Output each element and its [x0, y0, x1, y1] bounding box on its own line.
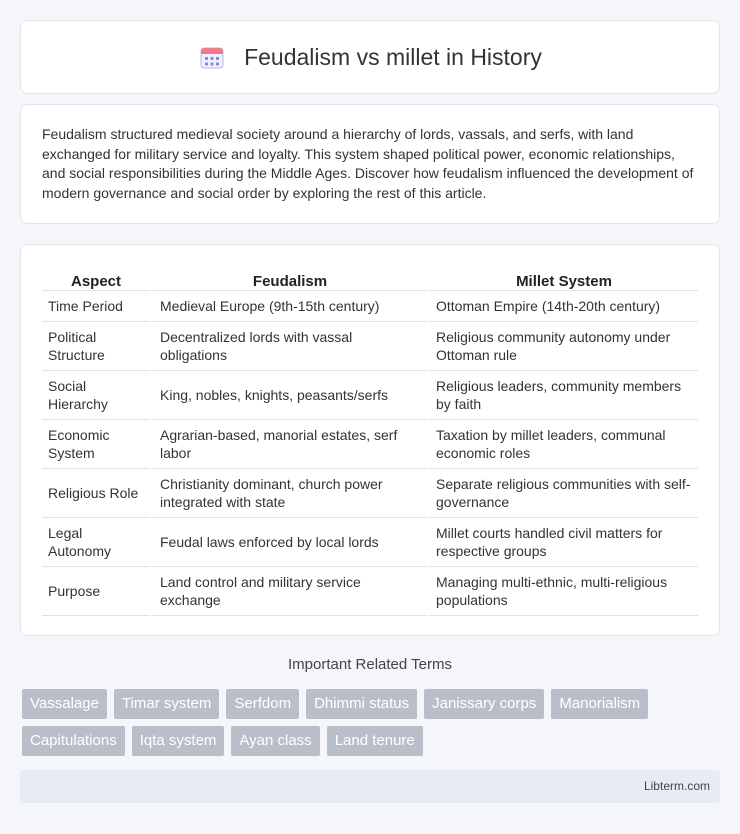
table-cell: Separate religious communities with self-governance: [426, 469, 698, 518]
table-row: [42, 420, 698, 469]
table-cell: Time Period: [42, 291, 150, 322]
tag-iqta-system[interactable]: Iqta system: [132, 726, 225, 756]
table-cell: Political Structure: [42, 322, 150, 371]
comparison-table: [42, 263, 698, 616]
table-cell: Legal Autonomy: [42, 518, 150, 567]
related-terms-tags: [22, 689, 722, 756]
tag-ayan-class[interactable]: Ayan class: [231, 726, 319, 756]
table-cell: Managing multi-ethnic, multi-religious populations: [426, 567, 698, 616]
table-cell: Agrarian-based, manorial estates, serf labor: [150, 420, 426, 469]
table-cell: Decentralized lords with vassal obligations: [150, 322, 426, 371]
table-cell: Ottoman Empire (14th-20th century): [426, 291, 698, 322]
header-card: [20, 20, 720, 94]
tag-land-tenure[interactable]: Land tenure: [327, 726, 423, 756]
footer: [20, 770, 720, 803]
table-row: [42, 371, 698, 420]
table-cell: Taxation by millet leaders, communal economic roles: [426, 420, 698, 469]
tag-capitulations[interactable]: Capitulations: [22, 726, 125, 756]
tag-serfdom[interactable]: Serfdom: [226, 689, 299, 719]
tag-vassalage[interactable]: Vassalage: [22, 689, 107, 719]
table-cell: Religious community autonomy under Ottoman rule: [426, 322, 698, 371]
table-row: [42, 469, 698, 518]
title-wrap: [198, 43, 542, 71]
header-aspect: Aspect: [42, 263, 150, 291]
table-cell: Economic System: [42, 420, 150, 469]
table-cell: Religious Role: [42, 469, 150, 518]
tag-manorialism[interactable]: Manorialism: [551, 689, 648, 719]
table-cell: Purpose: [42, 567, 150, 616]
table-row: [42, 567, 698, 616]
table-row: [42, 322, 698, 371]
table-cell: Religious leaders, community members by faith: [426, 371, 698, 420]
page-title: Feudalism vs millet in History: [244, 43, 542, 70]
header-millet: Millet System: [426, 263, 698, 291]
calendar-icon: [198, 43, 226, 71]
table-cell: Millet courts handled civil matters for respective groups: [426, 518, 698, 567]
table-row: [42, 518, 698, 567]
table-cell: Land control and military service exchange: [150, 567, 426, 616]
intro-card: [20, 104, 720, 224]
tag-timar-system[interactable]: Timar system: [114, 689, 219, 719]
tag-dhimmi-status[interactable]: Dhimmi status: [306, 689, 417, 719]
intro-text: Feudalism structured medieval society around a hierarchy of lords, vassals, and serfs, with land exchanged for military service and loyalty. This system shaped political power, economic relationships, and social responsibilities during the Middle Ages. Discover how feudalism influenced the development of modern governance and social order by exploring the rest of this article.: [42, 126, 694, 201]
table-header-row: [42, 263, 698, 291]
header-feudalism: Feudalism: [150, 263, 426, 291]
table-cell: Christianity dominant, church power integrated with state: [150, 469, 426, 518]
table-cell: Medieval Europe (9th-15th century): [150, 291, 426, 322]
related-terms-title: Important Related Terms: [288, 656, 452, 673]
tag-janissary-corps[interactable]: Janissary corps: [424, 689, 544, 719]
table-cell: Social Hierarchy: [42, 371, 150, 420]
footer-link[interactable]: Libterm.com: [643, 779, 710, 793]
table-row: [42, 291, 698, 322]
comparison-card: [20, 244, 720, 636]
table-cell: Feudal laws enforced by local lords: [150, 518, 426, 567]
table-cell: King, nobles, knights, peasants/serfs: [150, 371, 426, 420]
